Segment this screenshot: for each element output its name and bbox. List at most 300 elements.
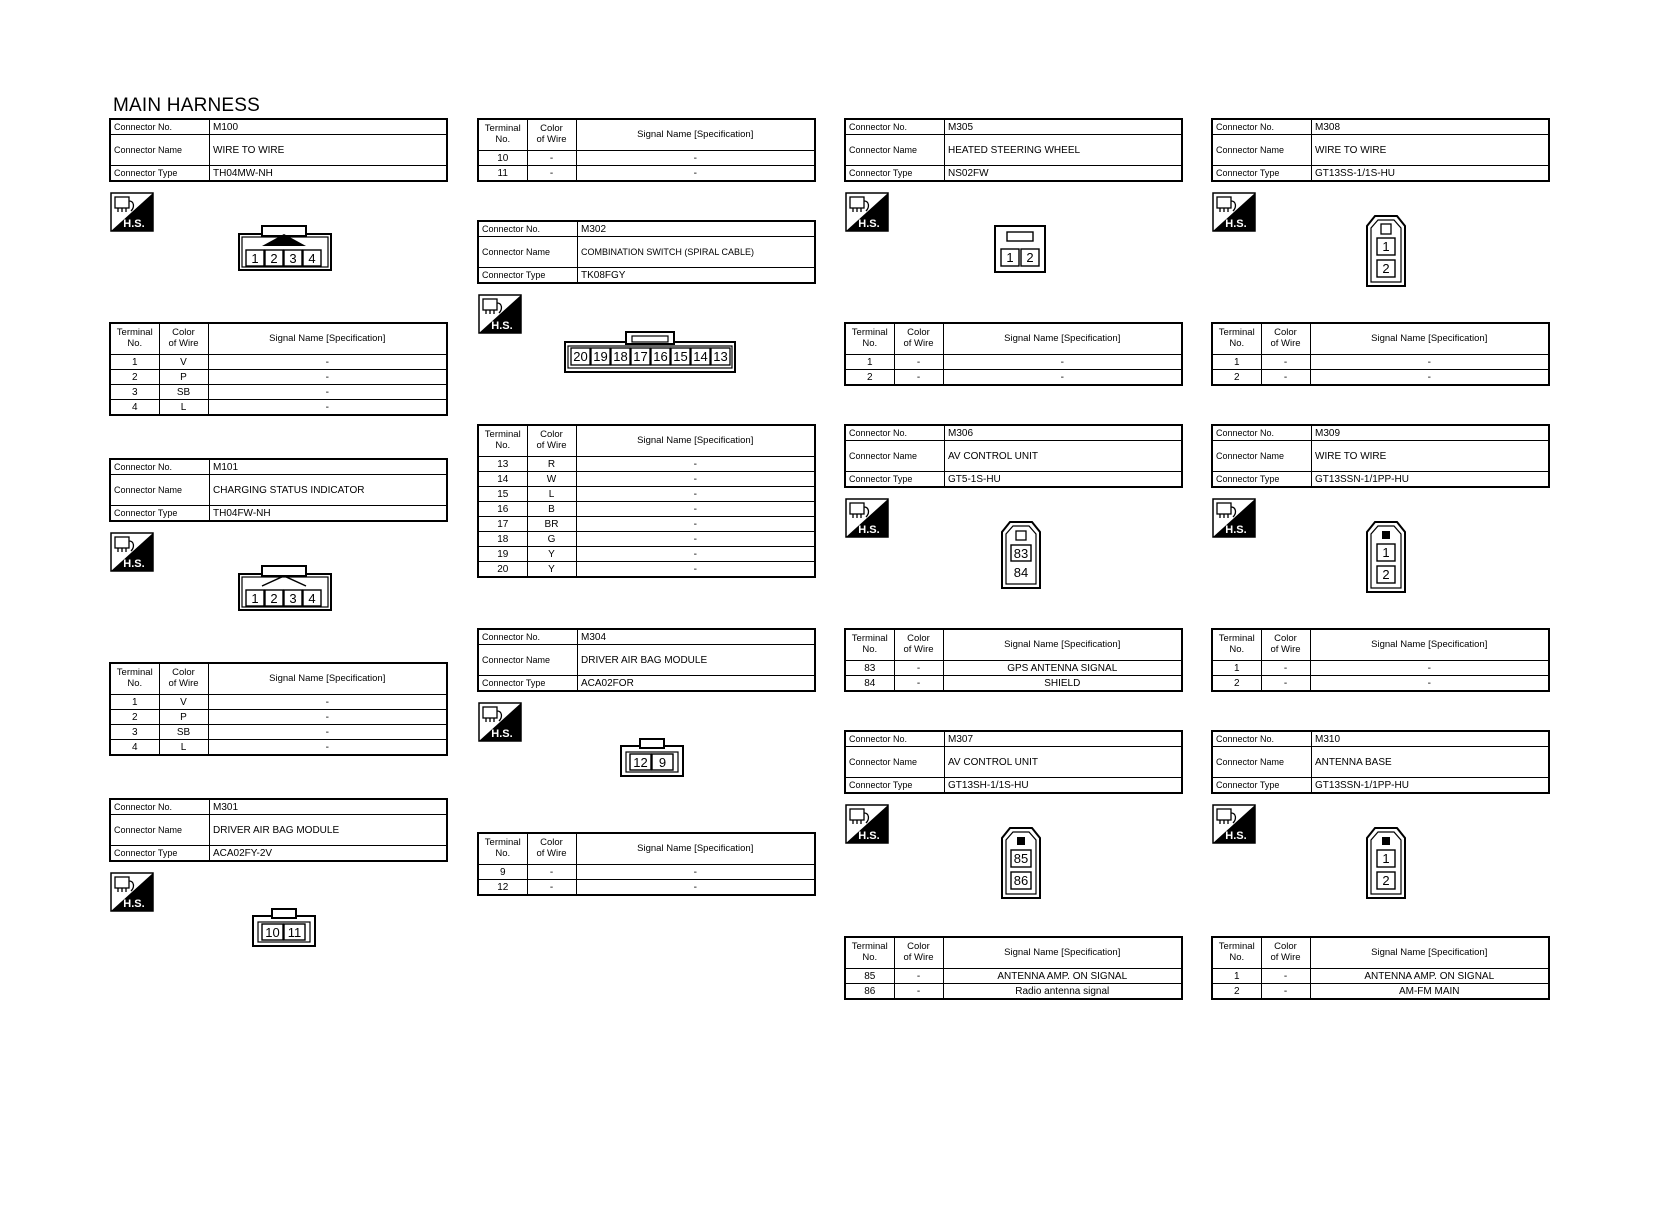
- hs-label: H.S.: [123, 218, 145, 230]
- table-row: [478, 166, 815, 182]
- table-cell: M306: [945, 425, 1183, 441]
- table-cell: Connector Name: [1212, 747, 1312, 778]
- table-cell: 14: [478, 472, 527, 487]
- table-cell: -: [1261, 661, 1310, 676]
- table-cell: GT13SS-1/1S-HU: [1312, 166, 1550, 182]
- table-cell: Connector No.: [845, 119, 945, 135]
- table-cell: B: [527, 502, 576, 517]
- svg-text:15: 15: [673, 349, 688, 364]
- table-cell: GT13SH-1/1S-HU: [945, 778, 1183, 794]
- table-cell: M308: [1312, 119, 1550, 135]
- table-cell: -: [576, 865, 815, 880]
- table-cell: Connector Name: [478, 645, 578, 676]
- harness-side-icon: [845, 804, 889, 844]
- pin-10: [262, 924, 283, 940]
- table-cell: Y: [527, 547, 576, 562]
- connector-face-m306: [1000, 520, 1042, 595]
- table-cell: Connector Type: [110, 506, 210, 522]
- table-row: [478, 532, 815, 547]
- column-header: Terminal No.: [845, 629, 894, 661]
- table-cell: M302: [578, 221, 816, 237]
- table-cell: -: [1261, 370, 1310, 386]
- table-row: [1212, 370, 1549, 386]
- table-cell: 11: [478, 166, 527, 182]
- table-row: [110, 725, 447, 740]
- table-cell: -: [208, 385, 447, 400]
- harness-side-icon: [1212, 498, 1256, 538]
- table-cell: 13: [478, 457, 527, 472]
- table-cell: -: [1261, 355, 1310, 370]
- table-row: [478, 517, 815, 532]
- terminal-table-m308: [1211, 322, 1550, 386]
- pin-1: [1377, 544, 1395, 561]
- connector-type-label: Connector Type: [110, 166, 210, 182]
- connector-info-m308: [1211, 118, 1550, 182]
- table-cell: 1: [1212, 661, 1261, 676]
- table-cell: 9: [478, 865, 527, 880]
- connector-info-m101: [109, 458, 448, 522]
- table-cell: Connector No.: [478, 221, 578, 237]
- svg-text:9: 9: [658, 755, 667, 770]
- table-row: [1212, 969, 1549, 984]
- table-cell: 2: [1212, 370, 1261, 386]
- terminal-table-m310: [1211, 936, 1550, 1000]
- terminal-table-m101: [109, 662, 448, 756]
- column-header: Terminal No.: [1212, 323, 1261, 355]
- connector-info-m301: [109, 798, 448, 862]
- terminal-table-m100: [109, 322, 448, 416]
- table-row: [110, 695, 447, 710]
- table-cell: Radio antenna signal: [943, 984, 1182, 1000]
- column-header: Signal Name [Specification]: [1310, 937, 1549, 969]
- table-row: [1212, 661, 1549, 676]
- column-header: Terminal No.: [110, 663, 159, 695]
- table-row: [478, 472, 815, 487]
- connector-face-m100: [238, 224, 332, 277]
- table-cell: Connector Type: [845, 778, 945, 794]
- table-cell: -: [894, 969, 943, 984]
- svg-text:19: 19: [593, 349, 608, 364]
- svg-text:2: 2: [1026, 250, 1034, 265]
- table-row: [110, 355, 447, 370]
- table-cell: R: [527, 457, 576, 472]
- svg-text:4: 4: [308, 251, 316, 266]
- table-cell: V: [159, 355, 208, 370]
- svg-text:2: 2: [270, 591, 278, 606]
- table-cell: 17: [478, 517, 527, 532]
- table-cell: 1: [110, 695, 159, 710]
- color-of-wire-header: Color of Wire: [159, 323, 208, 355]
- table-cell: -: [1310, 661, 1549, 676]
- signal-name-header: Signal Name [Specification]: [208, 323, 447, 355]
- connector-face-m305: [994, 225, 1046, 278]
- table-cell: 19: [478, 547, 527, 562]
- table-cell: -: [527, 880, 576, 896]
- table-cell: -: [208, 355, 447, 370]
- table-cell: Connector No.: [1212, 731, 1312, 747]
- table-cell: 1: [1212, 969, 1261, 984]
- connector-face-m307: [1000, 826, 1042, 905]
- table-cell: M101: [210, 459, 448, 475]
- table-row: [1212, 355, 1549, 370]
- table-cell: Connector No.: [1212, 425, 1312, 441]
- table-cell: -: [527, 151, 576, 166]
- harness-side-icon: [845, 192, 889, 232]
- table-cell: SB: [159, 385, 208, 400]
- table-cell: Connector Name: [1212, 441, 1312, 472]
- connector-name-label: Connector Name: [110, 135, 210, 166]
- table-cell: Connector Name: [845, 747, 945, 778]
- table-cell: -: [576, 517, 815, 532]
- column-header: Signal Name [Specification]: [943, 937, 1182, 969]
- table-cell: P: [159, 370, 208, 385]
- table-cell: Y: [527, 562, 576, 578]
- svg-text:16: 16: [653, 349, 668, 364]
- table-row: [845, 676, 1182, 692]
- table-row: [1212, 676, 1549, 692]
- table-cell: Connector No.: [110, 459, 210, 475]
- column-header: Terminal No.: [478, 833, 527, 865]
- connector-info-m305: [844, 118, 1183, 182]
- terminal-table-m305: [844, 322, 1183, 386]
- table-cell: P: [159, 710, 208, 725]
- column-header: Color of Wire: [527, 119, 576, 151]
- table-cell: -: [894, 355, 943, 370]
- table-cell: M304: [578, 629, 816, 645]
- table-cell: 85: [845, 969, 894, 984]
- table-cell: M310: [1312, 731, 1550, 747]
- table-cell: Connector Type: [110, 846, 210, 862]
- pin-85: [1011, 850, 1031, 867]
- connector-face-m304: [620, 738, 684, 783]
- table-cell: 4: [110, 400, 159, 416]
- svg-text:3: 3: [289, 591, 297, 606]
- table-cell: -: [576, 487, 815, 502]
- hs-label: H.S.: [123, 558, 145, 570]
- svg-text:13: 13: [713, 349, 728, 364]
- table-cell: 15: [478, 487, 527, 502]
- connector-face-m310: [1365, 826, 1407, 905]
- table-cell: COMBINATION SWITCH (SPIRAL CABLE): [578, 237, 816, 268]
- harness-side-icon: [845, 498, 889, 538]
- table-cell: -: [576, 166, 815, 182]
- connector-face-m308: [1365, 214, 1407, 293]
- table-cell: GT13SSN-1/1PP-HU: [1312, 472, 1550, 488]
- pin-13: [711, 348, 730, 365]
- table-cell: 3: [110, 725, 159, 740]
- table-cell: 1: [845, 355, 894, 370]
- svg-text:1: 1: [251, 591, 259, 606]
- table-row: [478, 547, 815, 562]
- svg-text:18: 18: [613, 349, 628, 364]
- pin-84: [1014, 565, 1028, 580]
- table-cell: GT5-1S-HU: [945, 472, 1183, 488]
- table-cell: AV CONTROL UNIT: [945, 747, 1183, 778]
- svg-text:2: 2: [1382, 567, 1390, 582]
- pin-1: [1001, 249, 1019, 266]
- svg-text:2: 2: [1382, 873, 1390, 888]
- hs-label: H.S.: [1225, 524, 1247, 536]
- table-cell: WIRE TO WIRE: [1312, 441, 1550, 472]
- table-row: [478, 457, 815, 472]
- pin-16: [651, 348, 670, 365]
- svg-text:20: 20: [573, 349, 588, 364]
- connector-info-m310: [1211, 730, 1550, 794]
- pin-2: [265, 590, 283, 606]
- column-header: Signal Name [Specification]: [576, 425, 815, 457]
- table-cell: M309: [1312, 425, 1550, 441]
- table-cell: Connector Type: [845, 472, 945, 488]
- table-cell: 2: [110, 370, 159, 385]
- svg-text:1: 1: [1382, 545, 1390, 560]
- svg-text:17: 17: [633, 349, 648, 364]
- table-row: [110, 400, 447, 416]
- pin-2: [1377, 260, 1395, 277]
- table-cell: BR: [527, 517, 576, 532]
- column-header: Terminal No.: [845, 937, 894, 969]
- terminal-table-m306: [844, 628, 1183, 692]
- column-header: Color of Wire: [894, 323, 943, 355]
- pin-18: [611, 348, 630, 365]
- connector-info-m307: [844, 730, 1183, 794]
- table-cell: NS02FW: [945, 166, 1183, 182]
- hs-label: H.S.: [123, 898, 145, 910]
- table-cell: -: [208, 695, 447, 710]
- table-cell: ACA02FY-2V: [210, 846, 448, 862]
- svg-text:2: 2: [1382, 261, 1390, 276]
- table-cell: SB: [159, 725, 208, 740]
- table-row: [478, 151, 815, 166]
- pin-86: [1011, 872, 1031, 889]
- column-header: Color of Wire: [527, 833, 576, 865]
- table-cell: M305: [945, 119, 1183, 135]
- pin-2: [1377, 872, 1395, 889]
- table-cell: SHIELD: [943, 676, 1182, 692]
- svg-text:83: 83: [1013, 546, 1029, 561]
- table-cell: W: [527, 472, 576, 487]
- table-cell: 86: [845, 984, 894, 1000]
- pin-3: [284, 590, 302, 606]
- svg-text:4: 4: [308, 591, 316, 606]
- table-cell: Connector No.: [478, 629, 578, 645]
- hs-label: H.S.: [858, 218, 880, 230]
- hs-label: H.S.: [1225, 218, 1247, 230]
- connector-info-m302: [477, 220, 816, 284]
- table-cell: -: [894, 676, 943, 692]
- table-cell: Connector No.: [110, 799, 210, 815]
- table-row: [845, 370, 1182, 386]
- table-cell: 4: [110, 740, 159, 756]
- table-cell: ANTENNA AMP. ON SIGNAL: [943, 969, 1182, 984]
- connector-info-m100: [109, 118, 448, 182]
- table-cell: -: [527, 865, 576, 880]
- table-cell: Connector Type: [1212, 472, 1312, 488]
- svg-text:3: 3: [289, 251, 297, 266]
- pin-11: [284, 924, 305, 940]
- table-cell: ACA02FOR: [578, 676, 816, 692]
- pin-1: [246, 590, 264, 606]
- connector-info-m304: [477, 628, 816, 692]
- table-cell: Connector No.: [1212, 119, 1312, 135]
- svg-text:86: 86: [1013, 873, 1029, 888]
- column-header: Signal Name [Specification]: [1310, 629, 1549, 661]
- svg-text:1: 1: [1382, 239, 1390, 254]
- svg-text:11: 11: [287, 925, 302, 940]
- table-cell: GPS ANTENNA SIGNAL: [943, 661, 1182, 676]
- table-cell: -: [894, 661, 943, 676]
- table-cell: -: [1261, 984, 1310, 1000]
- table-cell: -: [894, 984, 943, 1000]
- table-row: [478, 487, 815, 502]
- svg-text:1: 1: [251, 251, 259, 266]
- table-cell: 1: [110, 355, 159, 370]
- column-header: Terminal No.: [1212, 629, 1261, 661]
- table-cell: 3: [110, 385, 159, 400]
- table-cell: HEATED STEERING WHEEL: [945, 135, 1183, 166]
- column-header: Signal Name [Specification]: [943, 629, 1182, 661]
- pin-1: [1377, 850, 1395, 867]
- table-cell: TH04FW-NH: [210, 506, 448, 522]
- table-row: [478, 562, 815, 578]
- table-cell: AM-FM MAIN: [1310, 984, 1549, 1000]
- table-cell: 2: [110, 710, 159, 725]
- table-cell: GT13SSN-1/1PP-HU: [1312, 778, 1550, 794]
- pin-4: [303, 250, 321, 266]
- table-row: [478, 502, 815, 517]
- table-cell: 16: [478, 502, 527, 517]
- table-cell: -: [1310, 355, 1549, 370]
- pin-1: [1377, 238, 1395, 255]
- table-cell: 2: [845, 370, 894, 386]
- table-cell: ANTENNA BASE: [1312, 747, 1550, 778]
- svg-text:1: 1: [1006, 250, 1014, 265]
- table-cell: -: [576, 502, 815, 517]
- harness-side-icon: [478, 294, 522, 334]
- table-cell: DRIVER AIR BAG MODULE: [210, 815, 448, 846]
- connector-no-value: M100: [210, 119, 448, 135]
- harness-side-icon: [1212, 804, 1256, 844]
- table-cell: -: [894, 370, 943, 386]
- pin-17: [631, 348, 650, 365]
- terminal-table-m302: [477, 424, 816, 578]
- column-header: Color of Wire: [159, 663, 208, 695]
- hs-label: H.S.: [491, 728, 513, 740]
- connector-type-value: TH04MW-NH: [210, 166, 448, 182]
- terminal-table-m307: [844, 936, 1183, 1000]
- table-cell: Connector Name: [845, 135, 945, 166]
- table-cell: V: [159, 695, 208, 710]
- pin-2: [1021, 249, 1039, 266]
- table-cell: Connector Type: [478, 676, 578, 692]
- pin-1: [246, 250, 264, 266]
- table-cell: -: [208, 710, 447, 725]
- table-cell: -: [576, 457, 815, 472]
- table-cell: -: [576, 880, 815, 896]
- pin-9: [652, 754, 673, 770]
- table-cell: Connector Type: [1212, 778, 1312, 794]
- terminal-table-m309: [1211, 628, 1550, 692]
- table-row: [110, 370, 447, 385]
- table-row: [478, 865, 815, 880]
- table-cell: Connector Type: [845, 166, 945, 182]
- column-header: Color of Wire: [894, 629, 943, 661]
- table-cell: 2: [1212, 984, 1261, 1000]
- svg-text:85: 85: [1013, 851, 1029, 866]
- column-header: Color of Wire: [1261, 937, 1310, 969]
- table-cell: CHARGING STATUS INDICATOR: [210, 475, 448, 506]
- pin-12: [630, 754, 651, 770]
- pin-20: [571, 348, 590, 365]
- table-cell: G: [527, 532, 576, 547]
- column-header: Signal Name [Specification]: [208, 663, 447, 695]
- table-cell: Connector Type: [1212, 166, 1312, 182]
- table-cell: 18: [478, 532, 527, 547]
- table-row: [1212, 984, 1549, 1000]
- pin-3: [284, 250, 302, 266]
- connector-face-m101: [238, 564, 332, 617]
- table-cell: Connector Type: [478, 268, 578, 284]
- table-row: [110, 740, 447, 756]
- table-row: [478, 880, 815, 896]
- column-header: Signal Name [Specification]: [576, 833, 815, 865]
- connector-no-label: Connector No.: [110, 119, 210, 135]
- pin-14: [691, 348, 710, 365]
- table-cell: -: [1310, 676, 1549, 692]
- column-header: Terminal No.: [845, 323, 894, 355]
- connector-info-m309: [1211, 424, 1550, 488]
- svg-text:2: 2: [270, 251, 278, 266]
- table-row: [845, 661, 1182, 676]
- hs-label: H.S.: [1225, 830, 1247, 842]
- table-cell: L: [159, 740, 208, 756]
- svg-text:14: 14: [693, 349, 708, 364]
- pin-19: [591, 348, 610, 365]
- svg-text:12: 12: [633, 755, 648, 770]
- table-cell: 84: [845, 676, 894, 692]
- column-header: Terminal No.: [478, 119, 527, 151]
- table-cell: L: [159, 400, 208, 416]
- table-cell: -: [1261, 676, 1310, 692]
- connector-face-m309: [1365, 520, 1407, 599]
- connector-face-m302: [564, 330, 736, 379]
- svg-text:84: 84: [1013, 565, 1029, 580]
- table-cell: -: [943, 355, 1182, 370]
- svg-text:1: 1: [1382, 851, 1390, 866]
- connector-name-value: WIRE TO WIRE: [210, 135, 448, 166]
- table-cell: -: [576, 472, 815, 487]
- table-cell: 1: [1212, 355, 1261, 370]
- hs-label: H.S.: [858, 524, 880, 536]
- pin-2: [1377, 566, 1395, 583]
- table-row: [110, 710, 447, 725]
- table-row: [110, 385, 447, 400]
- column-header: Color of Wire: [894, 937, 943, 969]
- table-cell: Connector No.: [845, 731, 945, 747]
- table-cell: -: [527, 166, 576, 182]
- table-cell: Connector Name: [845, 441, 945, 472]
- column-header: Color of Wire: [1261, 323, 1310, 355]
- table-cell: -: [208, 400, 447, 416]
- terminal-no-header: Terminal No.: [110, 323, 159, 355]
- pin-4: [303, 590, 321, 606]
- table-cell: 20: [478, 562, 527, 578]
- table-cell: -: [576, 562, 815, 578]
- column-header: Color of Wire: [527, 425, 576, 457]
- table-cell: -: [1310, 370, 1549, 386]
- hs-label: H.S.: [858, 830, 880, 842]
- column-header: Signal Name [Specification]: [1310, 323, 1549, 355]
- pin-15: [671, 348, 690, 365]
